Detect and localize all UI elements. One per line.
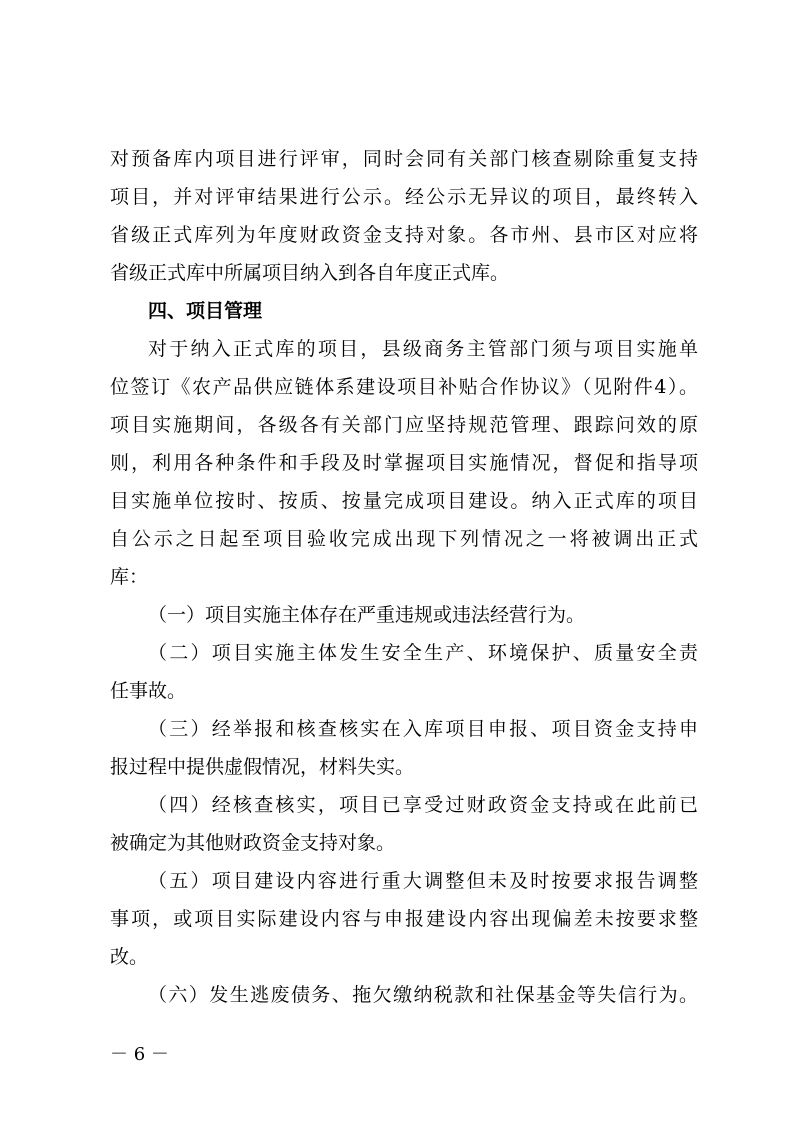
paragraph-line: 省级正式库列为年度财政资金支持对象。各市州、县市区对应将: [110, 224, 698, 246]
paragraph-line: 对预备库内项目进行评审，同时会同有关部门核查剔除重复支持: [110, 148, 698, 170]
paragraph-line: 目实施单位按时、按质、按量完成项目建设。纳入正式库的项目: [110, 490, 698, 512]
list-item-line: （五）项目建设内容进行重大调整但未及时按要求报告调整: [148, 870, 698, 892]
list-item-line: 报过程中提供虚假情况，材料失实。: [110, 756, 415, 778]
list-item-line: （一）项目实施主体存在严重违规或违法经营行为。: [148, 604, 586, 626]
list-item-line: 被确定为其他财政资金支持对象。: [110, 832, 396, 854]
paragraph-line: 项目，并对评审结果进行公示。经公示无异议的项目，最终转入: [110, 186, 698, 208]
paragraph-line: 则，利用各种条件和手段及时掌握项目实施情况，督促和指导项: [110, 452, 698, 474]
paragraph-line: 自公示之日起至项目验收完成出现下列情况之一将被调出正式: [110, 528, 698, 550]
paragraph-line: 位签订《农产品供应链体系建设项目补贴合作协议》（见附件4）。: [110, 376, 698, 398]
paragraph-line: 对于纳入正式库的项目，县级商务主管部门须与项目实施单: [148, 338, 698, 360]
paragraph-line: 省级正式库中所属项目纳入到各自年度正式库。: [110, 262, 510, 284]
list-item-line: （二）项目实施主体发生安全生产、环境保护、质量安全责: [148, 642, 698, 664]
list-item-line: （六）发生逃废债务、拖欠缴纳税款和社保基金等失信行为。: [148, 984, 698, 1006]
list-item-line: 改。: [110, 946, 149, 968]
page-number: － 6 －: [110, 1044, 169, 1065]
section-heading: 四、项目管理: [148, 300, 263, 322]
paragraph-line: 库：: [110, 566, 149, 588]
list-item-line: （三）经举报和核查核实在入库项目申报、项目资金支持申: [148, 718, 698, 740]
list-item-line: （四）经核查核实，项目已享受过财政资金支持或在此前已: [148, 794, 698, 816]
paragraph-line: 项目实施期间，各级各有关部门应坚持规范管理、跟踪问效的原: [110, 414, 698, 436]
list-item-line: 事项，或项目实际建设内容与申报建设内容出现偏差未按要求整: [110, 908, 698, 930]
list-item-line: 任事故。: [110, 680, 187, 702]
